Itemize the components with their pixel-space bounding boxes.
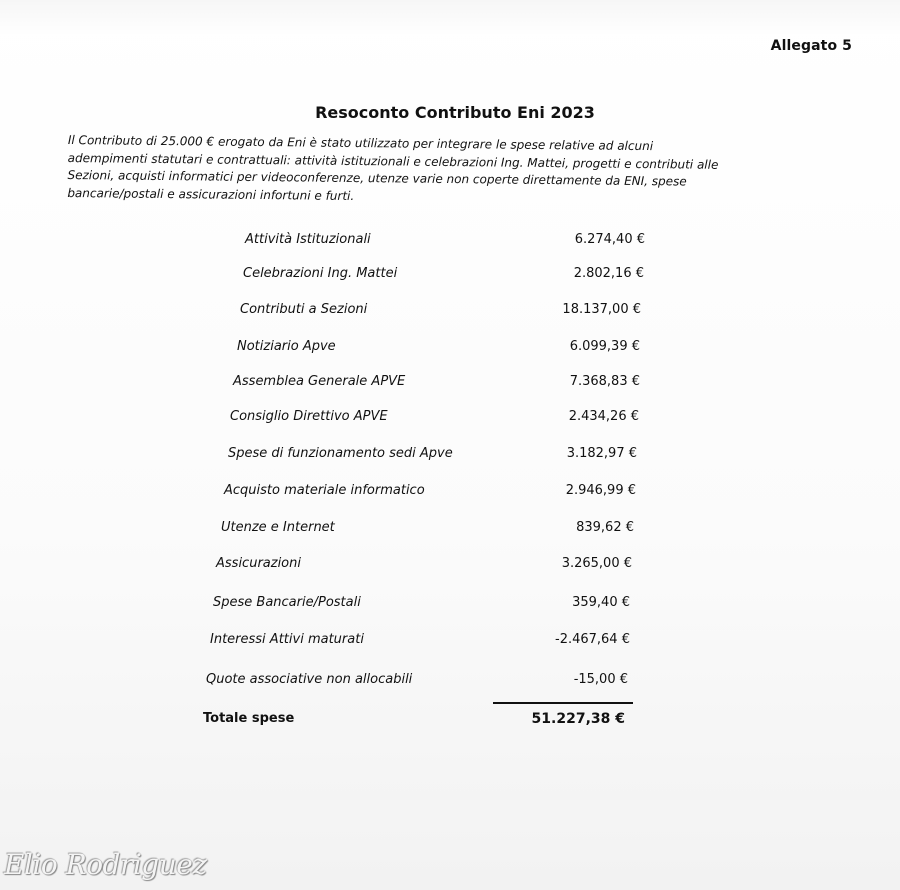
- expense-label: Assemblea Generale APVE: [233, 374, 406, 389]
- expense-amount: 3.182,97 €: [566, 446, 637, 461]
- expense-label: Acquisto materiale informatico: [224, 483, 425, 498]
- attachment-label: Allegato 5: [770, 38, 852, 54]
- expense-label: Consiglio Direttivo APVE: [230, 409, 388, 424]
- expense-label: Spese Bancarie/Postali: [213, 595, 361, 610]
- intro-line: Sezioni, acquisti informatici per videoconferenze, utenze varie non coperte direttamente da ENI, spese: [67, 168, 687, 189]
- expense-label: Quote associative non allocabili: [206, 672, 413, 687]
- expense-amount: 2.802,16 €: [573, 266, 644, 281]
- expense-amount: 3.265,00 €: [561, 556, 632, 571]
- intro-line: bancarie/postali e assicurazioni infortuni e furti.: [67, 185, 355, 203]
- expense-amount: 2.434,26 €: [568, 409, 639, 424]
- document-title: Resoconto Contributo Eni 2023: [315, 103, 595, 122]
- expense-label: Notiziario Apve: [237, 339, 336, 354]
- expense-amount: 6.274,40 €: [574, 232, 645, 247]
- expense-amount: 18.137,00 €: [562, 302, 641, 317]
- expense-amount: 839,62 €: [576, 520, 634, 535]
- photographer-watermark: Elio Rodriguez: [4, 848, 207, 881]
- total-amount: 51.227,38 €: [531, 711, 625, 727]
- expense-label: Utenze e Internet: [221, 520, 335, 535]
- expense-label: Spese di funzionamento sedi Apve: [228, 446, 453, 461]
- expense-amount: 6.099,39 €: [569, 339, 640, 354]
- expense-label: Contributi a Sezioni: [240, 302, 368, 317]
- total-separator: [493, 702, 633, 704]
- expense-amount: 2.946,99 €: [565, 483, 636, 498]
- expense-label: Interessi Attivi maturati: [210, 632, 364, 647]
- expense-label: Assicurazioni: [216, 556, 301, 571]
- intro-paragraph: [67, 132, 848, 211]
- expense-amount: -2.467,64 €: [555, 632, 630, 647]
- expense-amount: -15,00 €: [573, 672, 628, 687]
- expense-label: Attività Istituzionali: [245, 232, 371, 247]
- total-label: Totale spese: [203, 711, 295, 726]
- intro-line: adempimenti statutari e contrattuali: attività istituzionali e celebrazioni Ing. Mattei, progetti e contributi alle: [67, 150, 719, 172]
- expense-amount: 359,40 €: [572, 595, 630, 610]
- page-edge-shadow: [0, 0, 900, 36]
- intro-line: Il Contributo di 25.000 € erogato da Eni è stato utilizzato per integrare le spese relative ad alcuni: [67, 132, 654, 154]
- expense-label: Celebrazioni Ing. Mattei: [243, 266, 398, 281]
- expense-amount: 7.368,83 €: [569, 374, 640, 389]
